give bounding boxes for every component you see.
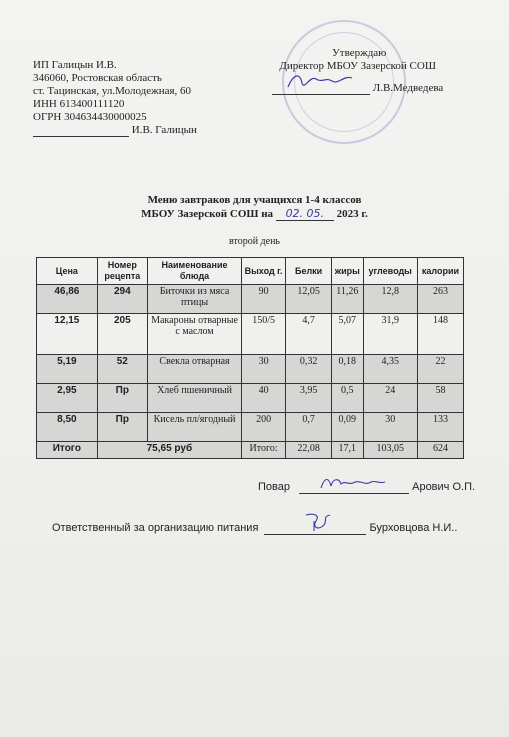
yield-cell: 150/5: [242, 314, 286, 355]
dish-name-cell: Биточки из мяса птицы: [147, 285, 241, 314]
fat-cell: 0,09: [332, 413, 363, 442]
cook-signature-row: [258, 481, 475, 494]
protein-cell: 12,05: [286, 285, 332, 314]
fat-cell: 0,18: [332, 355, 363, 384]
signature-line: [299, 482, 409, 494]
dish-name-cell: Макароны отварные с маслом: [147, 314, 241, 355]
header-left-line: ОГРН 304634430000025: [33, 111, 147, 123]
protein-cell: 0,32: [286, 355, 332, 384]
dish-name-cell: Хлеб пшеничный: [147, 384, 241, 413]
total-fat: 17,1: [332, 442, 363, 459]
approve-sign-line: [272, 82, 443, 95]
price-cell: 5,19: [37, 355, 98, 384]
total-kcal: 624: [417, 442, 463, 459]
fat-cell: 5,07: [332, 314, 363, 355]
protein-cell: 0,7: [286, 413, 332, 442]
protein-cell: 3,95: [286, 384, 332, 413]
responsible-label: Ответственный за организацию питания: [52, 522, 259, 534]
yield-cell: 90: [242, 285, 286, 314]
cook-label: Повар: [258, 481, 290, 493]
kcal-cell: 263: [417, 285, 463, 314]
responsible-signature-row: [52, 522, 457, 535]
price-cell: 46,86: [37, 285, 98, 314]
price-cell: 8,50: [37, 413, 98, 442]
carbs-cell: 4,35: [363, 355, 417, 384]
table-row: [37, 413, 464, 442]
kcal-cell: 58: [417, 384, 463, 413]
fat-cell: 11,26: [332, 285, 363, 314]
fat-cell: 0,5: [332, 384, 363, 413]
title-prefix: МБОУ Зазерской СОШ на: [141, 208, 274, 220]
total-label2: Итого:: [242, 442, 286, 459]
dish-name-cell: Свекла отварная: [147, 355, 241, 384]
table-row: [37, 384, 464, 413]
yield-cell: 30: [242, 355, 286, 384]
header-left-line: ИНН 613400111120: [33, 98, 125, 110]
recipe-cell: Пр: [97, 413, 147, 442]
kcal-cell: 133: [417, 413, 463, 442]
table-row: [37, 314, 464, 355]
column-header: Белки: [286, 258, 332, 285]
approve-label: Утверждаю: [332, 47, 387, 59]
header-left-sign-name: И.В. Галицын: [131, 124, 197, 136]
recipe-cell: 294: [97, 285, 147, 314]
day-label: второй день: [228, 236, 280, 247]
table-header-row: [37, 258, 464, 285]
cook-name: Арович О.П.: [412, 481, 476, 493]
column-header: Выход г.: [242, 258, 286, 285]
table-row: [37, 355, 464, 384]
total-carbs: 103,05: [363, 442, 417, 459]
approve-position: Директор МБОУ Зазерской СОШ: [279, 60, 436, 72]
menu-table: [36, 257, 464, 459]
price-cell: 12,15: [37, 314, 98, 355]
cook-signature: [319, 474, 389, 492]
recipe-cell: Пр: [97, 384, 147, 413]
header-left-line: ст. Тацинская, ул.Молодежная, 60: [33, 85, 192, 97]
header-left-line: ИП Галицын И.В.: [33, 59, 117, 71]
menu-title-line2: [0, 207, 509, 221]
yield-cell: 40: [242, 384, 286, 413]
column-header: Цена: [37, 258, 98, 285]
kcal-cell: 148: [417, 314, 463, 355]
column-header: Наименование блюда: [147, 258, 241, 285]
table-total-row: [37, 442, 464, 459]
recipe-cell: 205: [97, 314, 147, 355]
total-sum: 75,65 руб: [97, 442, 241, 459]
responsible-signature: [300, 511, 340, 533]
kcal-cell: 22: [417, 355, 463, 384]
header-right: [272, 47, 443, 95]
carbs-cell: 31,9: [363, 314, 417, 355]
signature-line: [272, 83, 370, 95]
carbs-cell: 24: [363, 384, 417, 413]
director-signature: [286, 69, 356, 93]
signature-line: [264, 523, 366, 535]
dish-name-cell: Кисель пл/ягодный: [147, 413, 241, 442]
yield-cell: 200: [242, 413, 286, 442]
column-header: жиры: [332, 258, 363, 285]
responsible-name: Бурховцова Н.И..: [369, 522, 458, 534]
price-cell: 2,95: [37, 384, 98, 413]
carbs-cell: 30: [363, 413, 417, 442]
total-protein: 22,08: [286, 442, 332, 459]
signature-line: [33, 125, 129, 137]
header-left-sign-line: [33, 124, 197, 137]
table-row: [37, 285, 464, 314]
approve-sign-name: Л.В.Медведева: [372, 82, 444, 94]
header-left-line: 346060, Ростовская область: [33, 72, 162, 84]
protein-cell: 4,7: [286, 314, 332, 355]
column-header: калории: [417, 258, 463, 285]
recipe-cell: 52: [97, 355, 147, 384]
title-date: 02. 05.: [276, 207, 334, 221]
column-header: углеводы: [363, 258, 417, 285]
carbs-cell: 12,8: [363, 285, 417, 314]
title-suffix: 2023 г.: [336, 208, 368, 220]
header-left: [33, 59, 197, 137]
total-label: Итого: [37, 442, 98, 459]
column-header: Номер рецепта: [97, 258, 147, 285]
menu-title: Меню завтраков для учащихся 1-4 классов: [147, 194, 362, 206]
